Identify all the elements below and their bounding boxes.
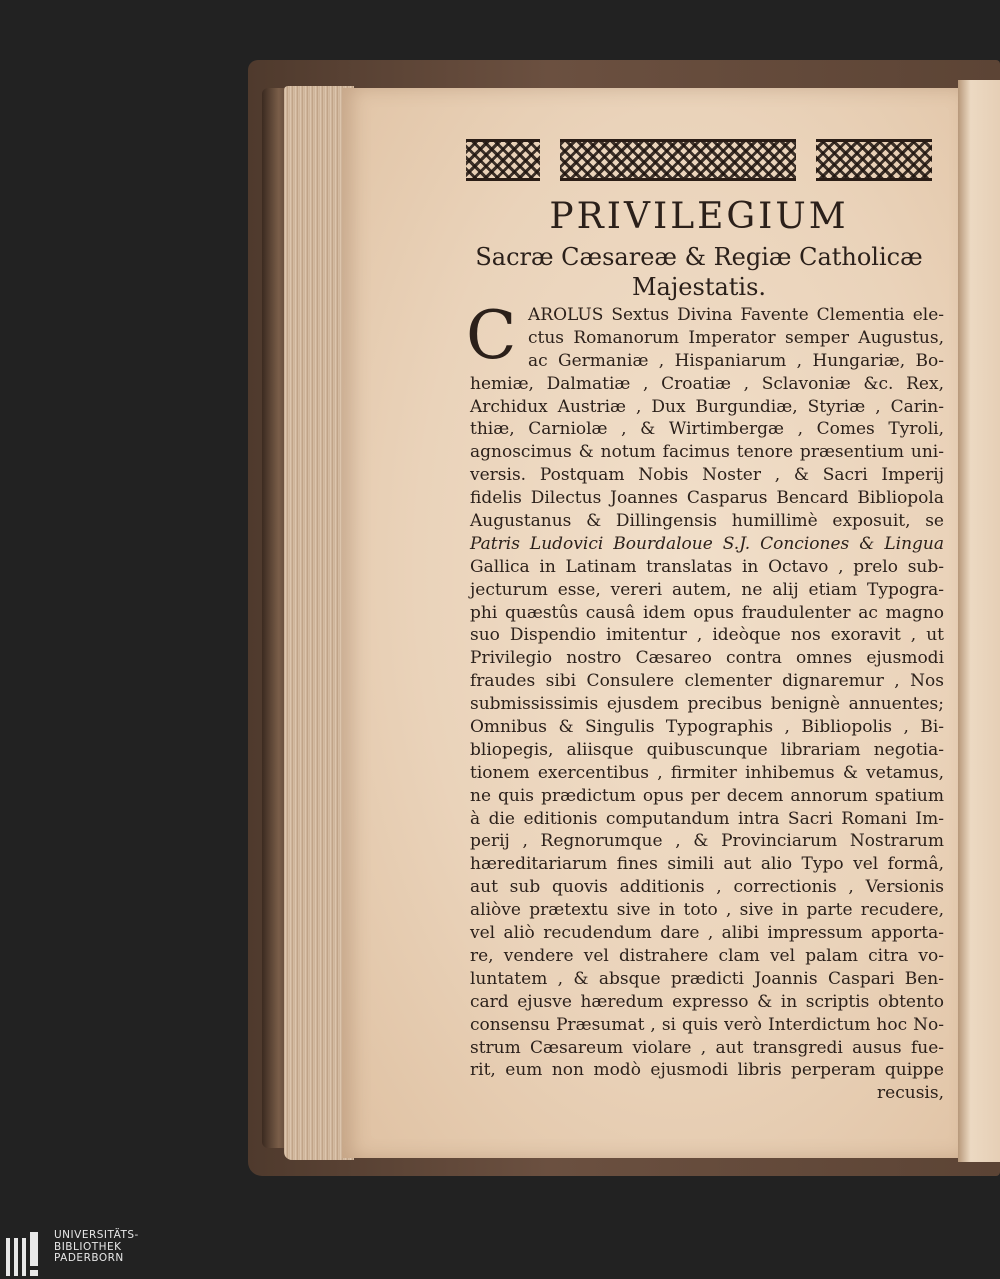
subtitle-line-2: Majestatis.	[631, 273, 767, 301]
text-line: luntatem , & absque prædicti Joannis Caspari Ben-	[470, 968, 944, 989]
library-logo-text	[54, 1230, 139, 1265]
drop-cap-initial: C	[466, 297, 517, 374]
text-line: ne quis prædictum opus per decem annorum spatium	[470, 785, 944, 806]
text-line: perij , Regnorumque , & Provinciarum Nostrarum	[470, 831, 944, 852]
logo-line-1: UNIVERSITÄTS-	[54, 1229, 139, 1241]
page-title: PRIVILEGIUM	[549, 196, 849, 237]
text-line: Privilegio nostro Cæsareo contra omnes ejusmodi	[470, 648, 944, 669]
text-line: à die editionis computandum intra Sacri Romani Im-	[470, 808, 944, 829]
catchword: recusis,	[877, 1083, 944, 1104]
text-line: vel aliò recudendum dare , alibi impressum apporta-	[470, 923, 944, 944]
text-line: phi quæstûs causâ idem opus fraudulenter ac magno	[470, 602, 944, 623]
text-line: Patris Ludovici Bourdaloue S.J. Conciones & Lingua	[470, 533, 944, 554]
text-line: Omnibus & Singulis Typographis , Bibliopolis , Bi-	[470, 717, 944, 738]
text-line: aut sub quovis additionis , correctionis , Versionis	[470, 877, 944, 898]
text-line: hemiæ, Dalmatiæ , Croatiæ , Sclavoniæ &c. Rex,	[470, 373, 944, 394]
text-line: consensu Præsumat , si quis verò Interdictum hoc No-	[470, 1014, 944, 1035]
text-line: agnoscimus & notum facimus tenore præsentium uni-	[470, 442, 944, 463]
text-line: ac Germaniæ , Hispaniarum , Hungariæ, Bo-	[528, 350, 944, 371]
text-line: jecturum esse, vereri autem, ne alij etiam Typogra-	[470, 579, 944, 600]
text-line: ctus Romanorum Imperator semper Augustus,	[528, 327, 944, 348]
logo-line-3: PADERBORN	[54, 1252, 124, 1264]
text-line: Archidux Austriæ , Dux Burgundiæ, Styriæ , Carin-	[470, 396, 944, 417]
text-line: rit, eum non modò ejusmodi libris perperam quippe	[470, 1060, 944, 1081]
footer-bar	[0, 1228, 1000, 1279]
text-line: re, vendere vel distrahere clam vel palam citra vo-	[470, 945, 944, 966]
text-line: versis. Postquam Nobis Noster , & Sacri Imperij	[470, 465, 944, 486]
text-line: Gallica in Latinam translatas in Octavo , prelo sub-	[470, 556, 944, 577]
text-line: aliòve prætextu sive in toto , sive in parte recudere,	[470, 900, 944, 921]
text-line: tionem exercentibus , firmiter inhibemus & vetamus,	[470, 762, 944, 783]
facing-page-edge	[958, 80, 1000, 1162]
ornament-segment	[560, 139, 796, 181]
text-line: card ejusve hæredum expresso & in scriptis obtento	[470, 991, 944, 1012]
logo-line-2: BIBLIOTHEK	[54, 1240, 122, 1253]
text-line: AROLUS Sextus Divina Favente Clementia ele-	[528, 305, 944, 325]
text-line: fraudes sibi Consulere clementer dignaremur , Nos	[470, 671, 944, 692]
text-line: fidelis Dilectus Joannes Casparus Bencard Bibliopola	[470, 488, 944, 509]
subtitle-line-1: Sacræ Cæsareæ & Regiæ Catholicæ	[475, 243, 923, 271]
text-line: hæreditariarum fines simili aut alio Typo vel formâ,	[470, 854, 944, 875]
text-line: Augustanus & Dillingensis humillimè exposuit, se	[470, 511, 944, 532]
privilege-body-text	[470, 304, 944, 1105]
ornament-segment	[816, 139, 932, 181]
library-logo-icon	[6, 1232, 48, 1276]
ornament-segment	[466, 139, 540, 181]
text-line: bliopegis, aliisque quibuscunque librariam negotia-	[470, 739, 944, 760]
text-line: submississimis ejusdem precibus benignè annuentes;	[470, 694, 944, 715]
decorative-header-ornament	[466, 138, 932, 182]
text-line: suo Dispendio imitentur , ideòque nos exoravit , ut	[470, 625, 944, 646]
page-subtitle	[466, 242, 932, 302]
text-line: thiæ, Carniolæ , & Wirtimbergæ , Comes Tyroli,	[470, 419, 944, 440]
text-line: strum Cæsareum violare , aut transgredi ausus fue-	[470, 1037, 944, 1058]
